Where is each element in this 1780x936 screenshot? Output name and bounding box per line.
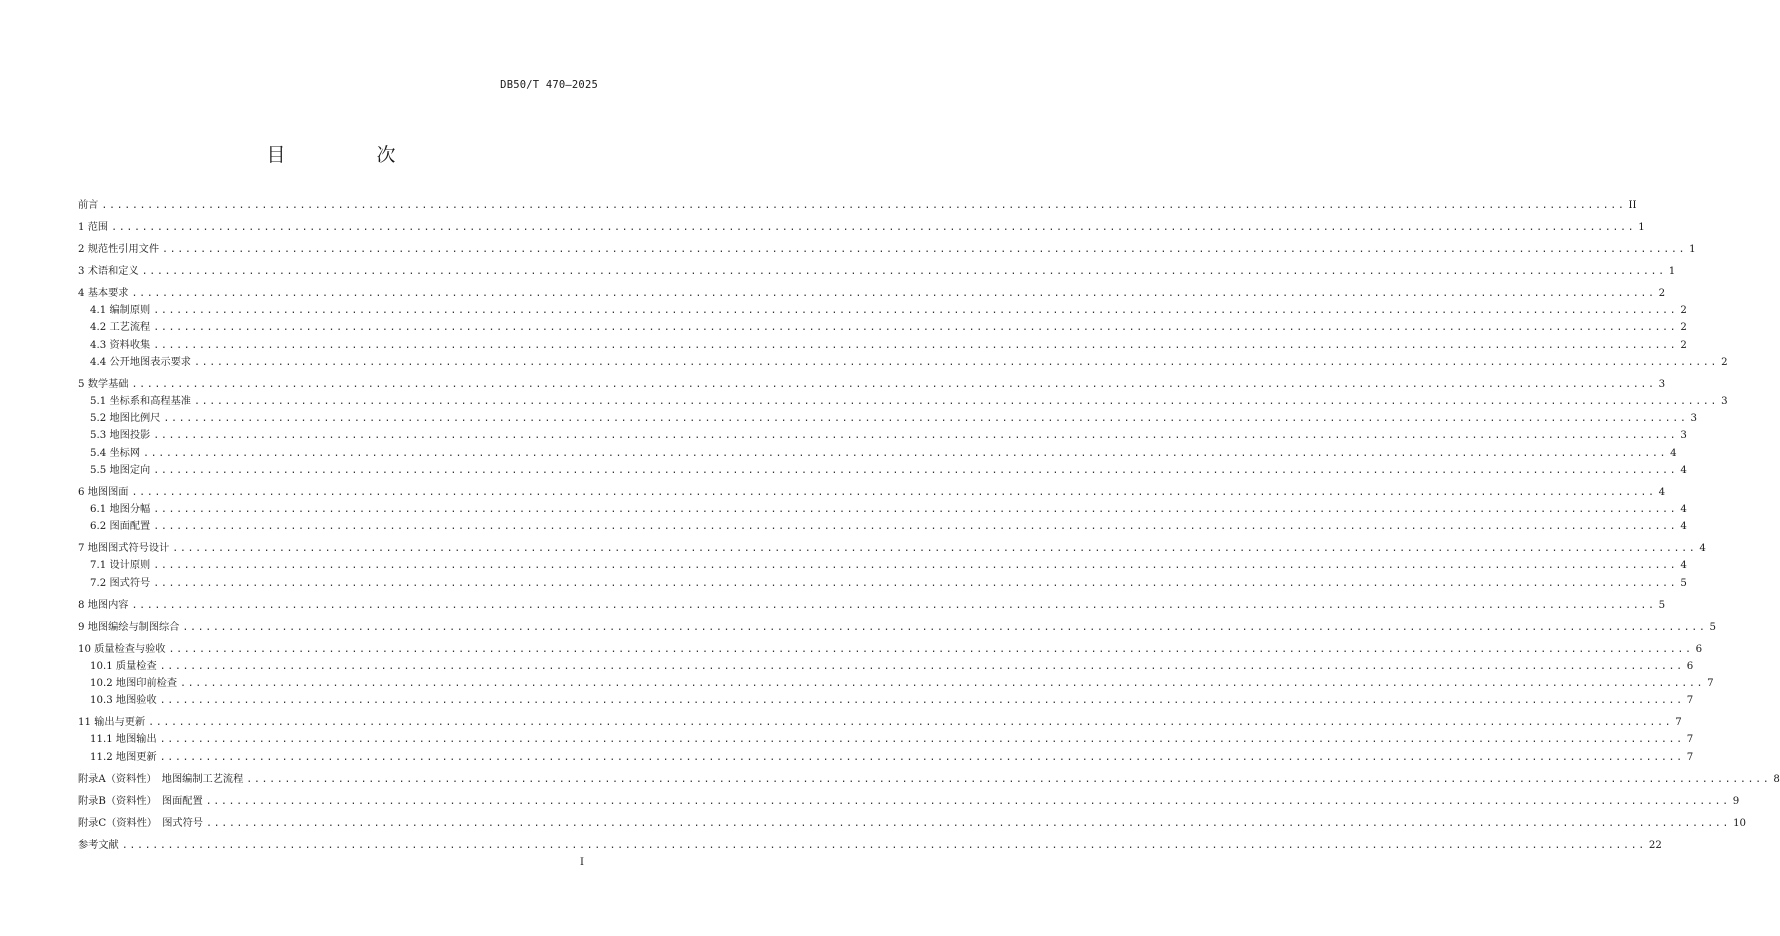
toc-entry-page: 1 xyxy=(1668,266,1676,277)
toc-entry-label: 10 质量检查与验收 xyxy=(78,643,166,655)
toc-entry-label: 7 地图图式符号设计 xyxy=(78,543,170,555)
toc-entry[interactable] xyxy=(78,598,1666,614)
toc-entry-label: 4.3 资料收集 xyxy=(90,339,151,351)
toc-entry-label: 前言 xyxy=(78,200,99,211)
toc-entry-label: 11 输出与更新 xyxy=(78,717,146,729)
toc-entry-page: 7 xyxy=(1686,751,1694,763)
toc-entry[interactable] xyxy=(78,642,1703,658)
toc-dot-leader: ........................................................................................................................................................................................................ xyxy=(121,839,1646,851)
toc-entry[interactable] xyxy=(78,519,1687,535)
toc-entry-page: 7 xyxy=(1686,734,1694,746)
toc-entry-page: 2 xyxy=(1680,339,1687,351)
toc-entry-label: 8 地图内容 xyxy=(78,599,129,611)
toc-dot-leader: ........................................................................................................................................................................................................ xyxy=(153,560,1678,572)
toc-entry-label: 7.2 图式符号 xyxy=(90,577,151,589)
toc-dot-leader: ........................................................................................................................................................................................................ xyxy=(159,660,1684,672)
toc-entry-page: 7 xyxy=(1707,678,1714,689)
toc-dot-leader: ........................................................................................................................................................................................................ xyxy=(153,430,1678,442)
toc-entry-page: 5 xyxy=(1709,621,1717,633)
toc-entry-label: 5.2 地图比例尺 xyxy=(90,413,161,425)
toc-entry[interactable] xyxy=(78,355,1728,371)
toc-entry[interactable] xyxy=(78,838,1662,854)
toc-dot-leader: ........................................................................................................................................................................................................ xyxy=(162,244,1687,255)
toc-entry[interactable] xyxy=(78,198,1637,214)
toc-entry-page: II xyxy=(1628,200,1637,211)
toc-entry-page: 4 xyxy=(1680,521,1687,533)
toc-dot-leader: ........................................................................................................................................................................................................ xyxy=(148,717,1673,729)
page-title: 目 次 xyxy=(266,144,432,166)
toc-entry-page: 1 xyxy=(1638,222,1645,233)
toc-entry-page: 4 xyxy=(1658,486,1666,498)
toc-entry-page: 2 xyxy=(1658,288,1666,299)
toc-entry[interactable] xyxy=(78,676,1714,692)
toc-entry-label: 3 术语和定义 xyxy=(78,266,139,277)
toc-dot-leader: ........................................................................................................................................................................................................ xyxy=(131,599,1656,611)
toc-dot-leader: ........................................................................................................................................................................................................ xyxy=(246,773,1771,785)
toc-entry[interactable] xyxy=(78,242,1696,258)
toc-entry[interactable] xyxy=(78,264,1676,280)
toc-dot-leader: ........................................................................................................................................................................................................ xyxy=(153,577,1678,589)
toc-entry[interactable] xyxy=(78,659,1694,675)
toc-entry[interactable] xyxy=(78,428,1687,444)
toc-entry-label: 1 范围 xyxy=(78,222,109,233)
toc-entry-page: 4 xyxy=(1680,464,1687,476)
toc-dot-leader: ........................................................................................................................................................................................................ xyxy=(159,751,1684,763)
toc-entry-label: 4.1 编制原则 xyxy=(90,305,151,317)
document-code: DB50/T 470—2025 xyxy=(500,79,598,91)
toc-dot-leader: ........................................................................................................................................................................................................ xyxy=(153,305,1678,317)
toc-entry-page: 2 xyxy=(1721,356,1728,368)
toc-entry-page: 4 xyxy=(1680,560,1687,572)
toc-entry[interactable] xyxy=(78,576,1687,592)
toc-entry[interactable] xyxy=(78,732,1694,748)
toc-dot-leader: ........................................................................................................................................................................................................ xyxy=(153,521,1678,533)
toc-dot-leader: ........................................................................................................................................................................................................ xyxy=(205,817,1731,829)
toc-entry-page: 4 xyxy=(1680,504,1687,515)
toc-entry-page: 1 xyxy=(1689,244,1696,255)
toc-entry-label: 11.1 地图输出 xyxy=(90,734,157,746)
toc-entry-label: 9 地图编绘与制图综合 xyxy=(78,621,180,633)
toc-entry-page: 4 xyxy=(1699,543,1706,555)
toc-entry-label: 10.1 质量检查 xyxy=(90,660,157,672)
toc-entry[interactable] xyxy=(78,411,1697,427)
toc-dot-leader: ........................................................................................................................................................................................................ xyxy=(101,200,1626,211)
toc-entry-page: 4 xyxy=(1670,447,1677,459)
toc-entry[interactable] xyxy=(78,220,1645,236)
toc-entry-page: 5 xyxy=(1658,599,1666,611)
toc-entry-label: 6.2 图面配置 xyxy=(90,521,151,533)
toc-entry-page: 3 xyxy=(1690,413,1697,425)
toc-entry[interactable] xyxy=(78,794,1740,810)
toc-entry[interactable] xyxy=(78,693,1694,709)
toc-entry-label: 7.1 设计原则 xyxy=(90,560,151,572)
toc-entry-label: 5.5 地图定向 xyxy=(90,464,151,476)
toc-entry-page: 2 xyxy=(1680,305,1687,317)
toc-entry[interactable] xyxy=(78,394,1728,410)
toc-entry-label: 6.1 地图分幅 xyxy=(90,504,151,515)
toc-entry-label: 5.1 坐标系和高程基准 xyxy=(90,396,191,407)
toc-entry-label: 4.4 公开地图表示要求 xyxy=(90,356,191,368)
toc-entry[interactable] xyxy=(78,377,1666,393)
toc-entry[interactable] xyxy=(78,620,1717,636)
toc-entry[interactable] xyxy=(78,338,1687,354)
toc-entry[interactable] xyxy=(78,446,1677,462)
toc-dot-leader: ........................................................................................................................................................................................................ xyxy=(131,486,1656,498)
toc-entry[interactable] xyxy=(78,558,1687,574)
toc-dot-leader: ........................................................................................................................................................................................................ xyxy=(141,266,1666,277)
toc-entry-label: 11.2 地图更新 xyxy=(90,751,157,763)
toc-entry-page: 2 xyxy=(1680,322,1687,334)
toc-dot-leader: ........................................................................................................................................................................................................ xyxy=(153,464,1678,476)
toc-entry-label: 5.3 地图投影 xyxy=(90,430,151,442)
toc-dot-leader: ........................................................................................................................................................................................................ xyxy=(193,356,1719,368)
toc-dot-leader: ........................................................................................................................................................................................................ xyxy=(205,795,1730,807)
toc-dot-leader: ........................................................................................................................................................................................................ xyxy=(153,504,1678,515)
toc-dot-leader: ........................................................................................................................................................................................................ xyxy=(143,447,1668,459)
toc-entry-page: 3 xyxy=(1658,378,1666,390)
toc-entry-page: 6 xyxy=(1686,660,1694,672)
toc-entry-label: 2 规范性引用文件 xyxy=(78,244,160,255)
toc-entry-label: 6 地图图面 xyxy=(78,486,129,498)
toc-entry[interactable] xyxy=(78,502,1687,518)
toc-entry-label: 4 基本要求 xyxy=(78,288,129,299)
toc-dot-leader: ........................................................................................................................................................................................................ xyxy=(193,396,1719,407)
toc-entry[interactable] xyxy=(78,485,1666,501)
toc-entry-label: 5 数学基础 xyxy=(78,378,129,390)
toc-dot-leader: ........................................................................................................................................................................................................ xyxy=(163,413,1688,425)
toc-entry[interactable] xyxy=(78,541,1706,557)
toc-entry[interactable] xyxy=(78,816,1747,832)
toc-dot-leader: ........................................................................................................................................................................................................ xyxy=(159,695,1684,707)
toc-entry-page: 8 xyxy=(1773,773,1780,785)
toc-entry[interactable] xyxy=(78,463,1687,479)
toc-entry[interactable] xyxy=(78,286,1666,302)
page-number: I xyxy=(580,857,584,868)
toc-entry[interactable] xyxy=(78,320,1687,336)
toc-dot-leader: ........................................................................................................................................................................................................ xyxy=(131,288,1656,299)
toc-entry-page: 9 xyxy=(1732,795,1740,807)
toc-dot-leader: ........................................................................................................................................................................................................ xyxy=(182,621,1707,633)
toc-dot-leader: ........................................................................................................................................................................................................ xyxy=(168,643,1693,655)
toc-entry-label: 10.2 地图印前检查 xyxy=(90,678,178,689)
toc-entry-page: 7 xyxy=(1686,695,1694,707)
toc-dot-leader: ........................................................................................................................................................................................................ xyxy=(159,734,1684,746)
toc-dot-leader: ........................................................................................................................................................................................................ xyxy=(153,322,1678,334)
toc-entry-page: 6 xyxy=(1695,643,1703,655)
toc-dot-leader: ........................................................................................................................................................................................................ xyxy=(180,678,1705,689)
toc-entry-page: 3 xyxy=(1680,430,1687,442)
toc-dot-leader: ........................................................................................................................................................................................................ xyxy=(131,378,1656,390)
toc-entry-page: 3 xyxy=(1721,396,1728,407)
toc-entry-label: 附录C（资料性） 图式符号 xyxy=(78,817,203,829)
toc-entry-page: 7 xyxy=(1675,717,1682,729)
toc-entry-label: 参考文献 xyxy=(78,839,119,851)
toc-entry-label: 10.3 地图验收 xyxy=(90,695,157,707)
toc-dot-leader: ........................................................................................................................................................................................................ xyxy=(111,222,1636,233)
toc-entry[interactable] xyxy=(78,772,1780,788)
toc-entry[interactable] xyxy=(78,715,1682,731)
toc-entry[interactable] xyxy=(78,303,1687,319)
toc-entry-page: 5 xyxy=(1680,577,1687,589)
toc-dot-leader: ........................................................................................................................................................................................................ xyxy=(172,543,1697,555)
toc-entry-label: 附录A（资料性） 地图编制工艺流程 xyxy=(78,773,244,785)
toc-entry[interactable] xyxy=(78,750,1694,766)
toc-dot-leader: ........................................................................................................................................................................................................ xyxy=(153,339,1678,351)
toc-entry-page: 10 xyxy=(1733,817,1747,829)
toc-entry-label: 4.2 工艺流程 xyxy=(90,322,151,334)
toc-entry-label: 附录B（资料性） 图面配置 xyxy=(78,795,203,807)
toc-entry-label: 5.4 坐标网 xyxy=(90,447,141,459)
toc-entry-page: 22 xyxy=(1648,839,1662,851)
